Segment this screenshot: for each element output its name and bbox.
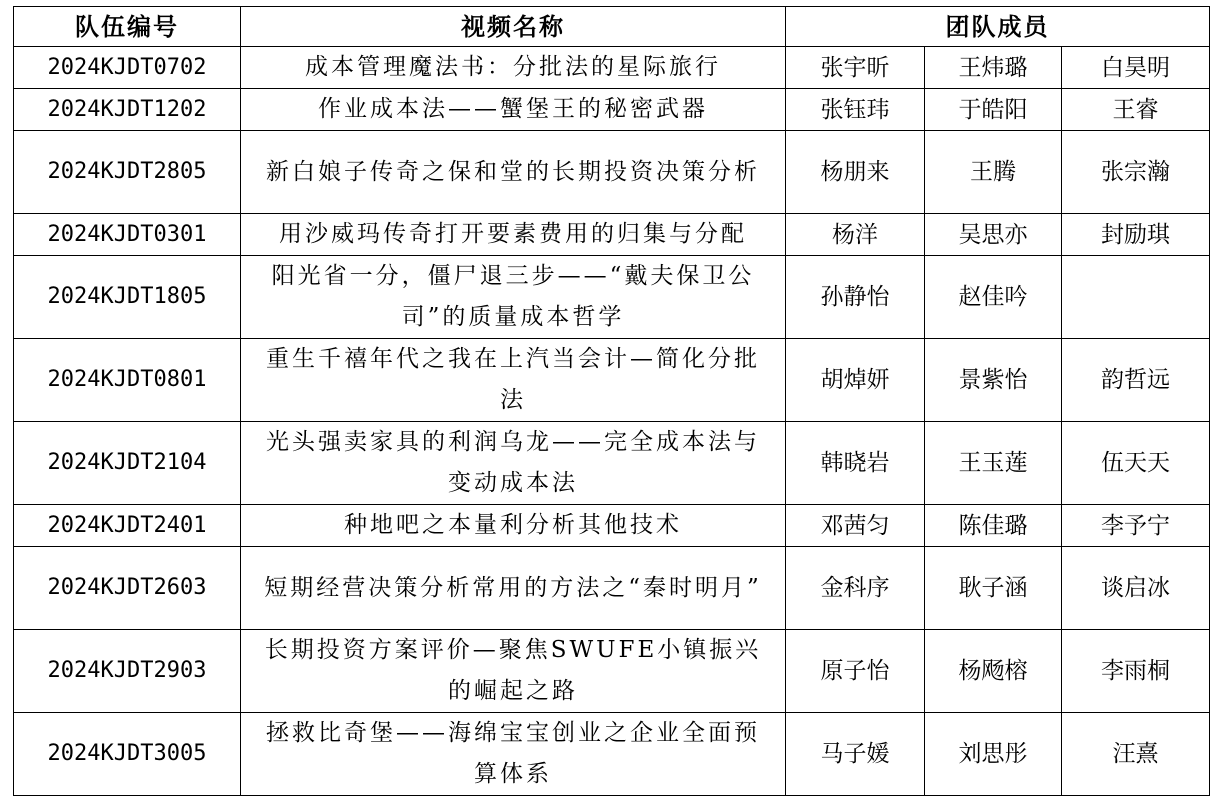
team-id: 2024KJDT0801 [14, 339, 241, 422]
team-id: 2024KJDT1202 [14, 89, 241, 131]
member-1: 韩晓岩 [786, 422, 925, 505]
video-title: 光头强卖家具的利润乌龙——完全成本法与变动成本法 [241, 422, 786, 505]
video-title: 短期经营决策分析常用的方法之“秦时明月” [241, 547, 786, 630]
member-3 [1062, 256, 1210, 339]
member-2: 刘思彤 [925, 713, 1062, 796]
member-2: 耿子涵 [925, 547, 1062, 630]
member-1: 胡焯妍 [786, 339, 925, 422]
table-row [14, 422, 1210, 505]
member-2: 王玉莲 [925, 422, 1062, 505]
team-id: 2024KJDT2903 [14, 630, 241, 713]
member-2: 杨飏榕 [925, 630, 1062, 713]
header-row [14, 7, 1210, 47]
member-3: 谈启冰 [1062, 547, 1210, 630]
member-2: 景紫怡 [925, 339, 1062, 422]
table-row [14, 630, 1210, 713]
video-title: 成本管理魔法书：分批法的星际旅行 [241, 47, 786, 89]
team-id: 2024KJDT2805 [14, 131, 241, 214]
table-row [14, 131, 1210, 214]
member-3: 李雨桐 [1062, 630, 1210, 713]
member-2: 于皓阳 [925, 89, 1062, 131]
member-1: 孙静怡 [786, 256, 925, 339]
member-1: 原子怡 [786, 630, 925, 713]
member-2: 王腾 [925, 131, 1062, 214]
video-title: 作业成本法——蟹堡王的秘密武器 [241, 89, 786, 131]
table-row [14, 256, 1210, 339]
table-row [14, 47, 1210, 89]
member-1: 张钰玮 [786, 89, 925, 131]
member-1: 金科序 [786, 547, 925, 630]
member-3: 张宗瀚 [1062, 131, 1210, 214]
member-3: 李予宁 [1062, 505, 1210, 547]
table-row [14, 547, 1210, 630]
video-title: 重生千禧年代之我在上汽当会计—简化分批法 [241, 339, 786, 422]
team-id: 2024KJDT0702 [14, 47, 241, 89]
team-id: 2024KJDT2603 [14, 547, 241, 630]
video-title: 种地吧之本量利分析其他技术 [241, 505, 786, 547]
member-1: 邓茜匀 [786, 505, 925, 547]
video-title: 长期投资方案评价—聚焦SWUFE小镇振兴的崛起之路 [241, 630, 786, 713]
member-2: 吴思亦 [925, 214, 1062, 256]
team-id: 2024KJDT2104 [14, 422, 241, 505]
member-1: 杨洋 [786, 214, 925, 256]
header-members: 团队成员 [786, 7, 1210, 47]
video-title: 阳光省一分，僵尸退三步——“戴夫保卫公司”的质量成本哲学 [241, 256, 786, 339]
video-title: 拯救比奇堡——海绵宝宝创业之企业全面预算体系 [241, 713, 786, 796]
member-3: 伍天天 [1062, 422, 1210, 505]
team-table [13, 6, 1210, 796]
member-1: 杨朋来 [786, 131, 925, 214]
member-2: 王炜璐 [925, 47, 1062, 89]
video-title: 新白娘子传奇之保和堂的长期投资决策分析 [241, 131, 786, 214]
table-row [14, 339, 1210, 422]
team-id: 2024KJDT3005 [14, 713, 241, 796]
member-2: 赵佳吟 [925, 256, 1062, 339]
team-id: 2024KJDT2401 [14, 505, 241, 547]
team-id: 2024KJDT0301 [14, 214, 241, 256]
member-3: 汪熹 [1062, 713, 1210, 796]
table-row [14, 713, 1210, 796]
table-row [14, 214, 1210, 256]
video-title: 用沙威玛传奇打开要素费用的归集与分配 [241, 214, 786, 256]
member-1: 张宇昕 [786, 47, 925, 89]
member-3: 白昊明 [1062, 47, 1210, 89]
team-id: 2024KJDT1805 [14, 256, 241, 339]
member-2: 陈佳璐 [925, 505, 1062, 547]
member-3: 韵哲远 [1062, 339, 1210, 422]
table-row [14, 89, 1210, 131]
member-1: 马子媛 [786, 713, 925, 796]
header-video-name: 视频名称 [241, 7, 786, 47]
table-row [14, 505, 1210, 547]
header-team-no: 队伍编号 [14, 7, 241, 47]
member-3: 王睿 [1062, 89, 1210, 131]
member-3: 封励琪 [1062, 214, 1210, 256]
